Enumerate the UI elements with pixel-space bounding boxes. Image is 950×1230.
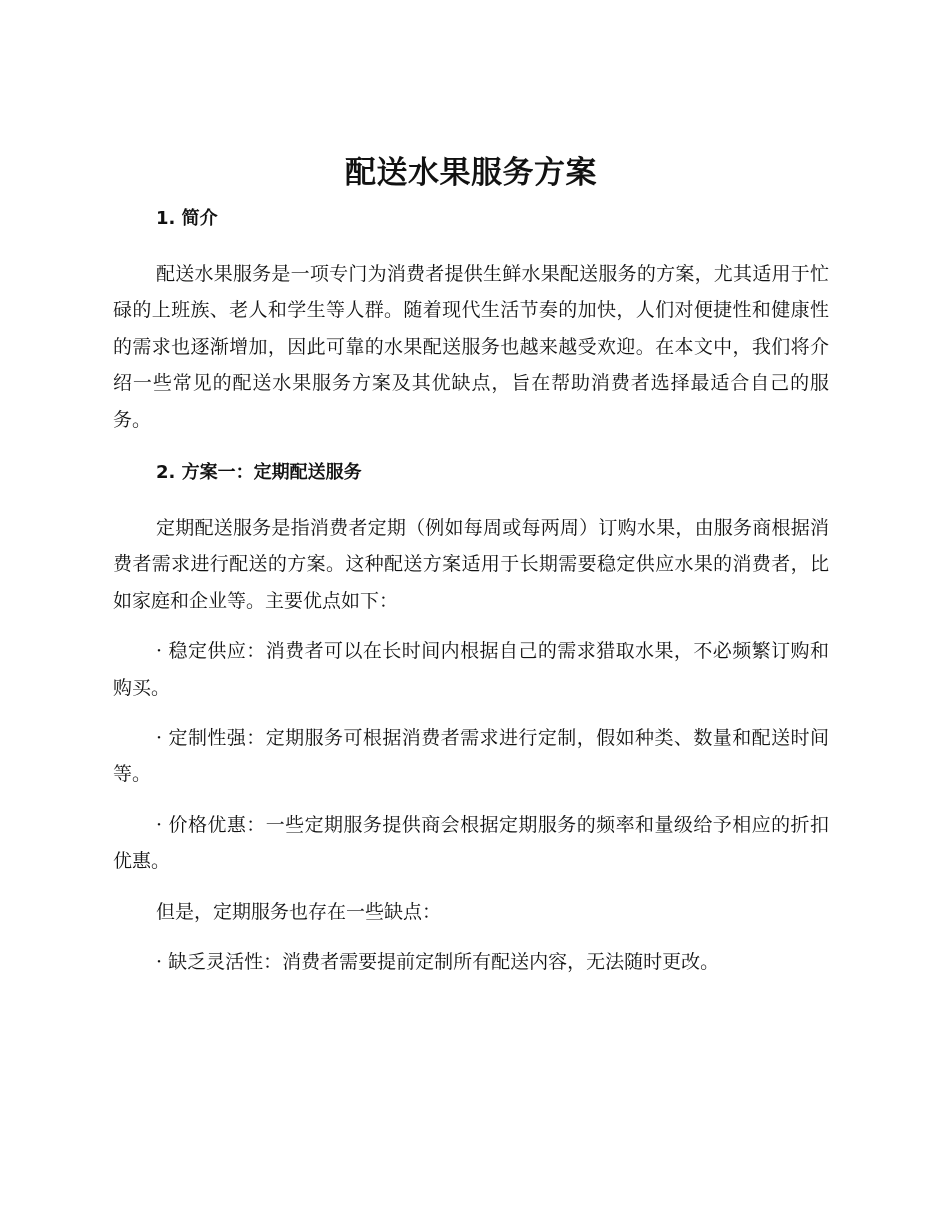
- plan-one-paragraph: 定期配送服务是指消费者定期（例如每周或每两周）订购水果，由服务商根据消费者需求进行配送的方案。这种配送方案适用于长期需要稳定供应水果的消费者，比如家庭和企业等。主要优点如下：: [113, 517, 829, 612]
- document-body: [113, 150, 829, 981]
- bullet-customization: · 定制性强：定期服务可根据消费者需求进行定制，假如种类、数量和配送时间等。: [113, 727, 829, 786]
- document-title: 配送水果服务方案: [345, 155, 597, 191]
- section-heading-plan-one: 2. 方案一：定期配送服务: [156, 462, 362, 484]
- bullet-price-discount: · 价格优惠：一些定期服务提供商会根据定期服务的频率和量级给予相应的折扣优惠。: [113, 813, 829, 873]
- intro-paragraph: 配送水果服务是一项专门为消费者提供生鲜水果配送服务的方案，尤其适用于忙碌的上班族、老人和学生等人群。随着现代生活节奏的加快，人们对便捷性和健康性的需求也逐渐增加，因此可靠的水果配送服务也越来越受欢迎。在本文中，我们将介绍一些常见的配送水果服务方案及其优缺点，旨在帮助消费者选择最适合自己的服务。: [113, 263, 829, 431]
- section-heading-intro: 1. 简介: [156, 208, 218, 229]
- bullet-lack-flexibility: · 缺乏灵活性：消费者需要提前定制所有配送内容，无法随时更改。: [156, 951, 720, 974]
- bullet-stable-supply: · 稳定供应：消费者可以在长时间内根据自己的需求猎取水果，不必频繁订购和购买。: [113, 640, 829, 699]
- disadvantages-intro: 但是，定期服务也存在一些缺点：: [156, 900, 442, 923]
